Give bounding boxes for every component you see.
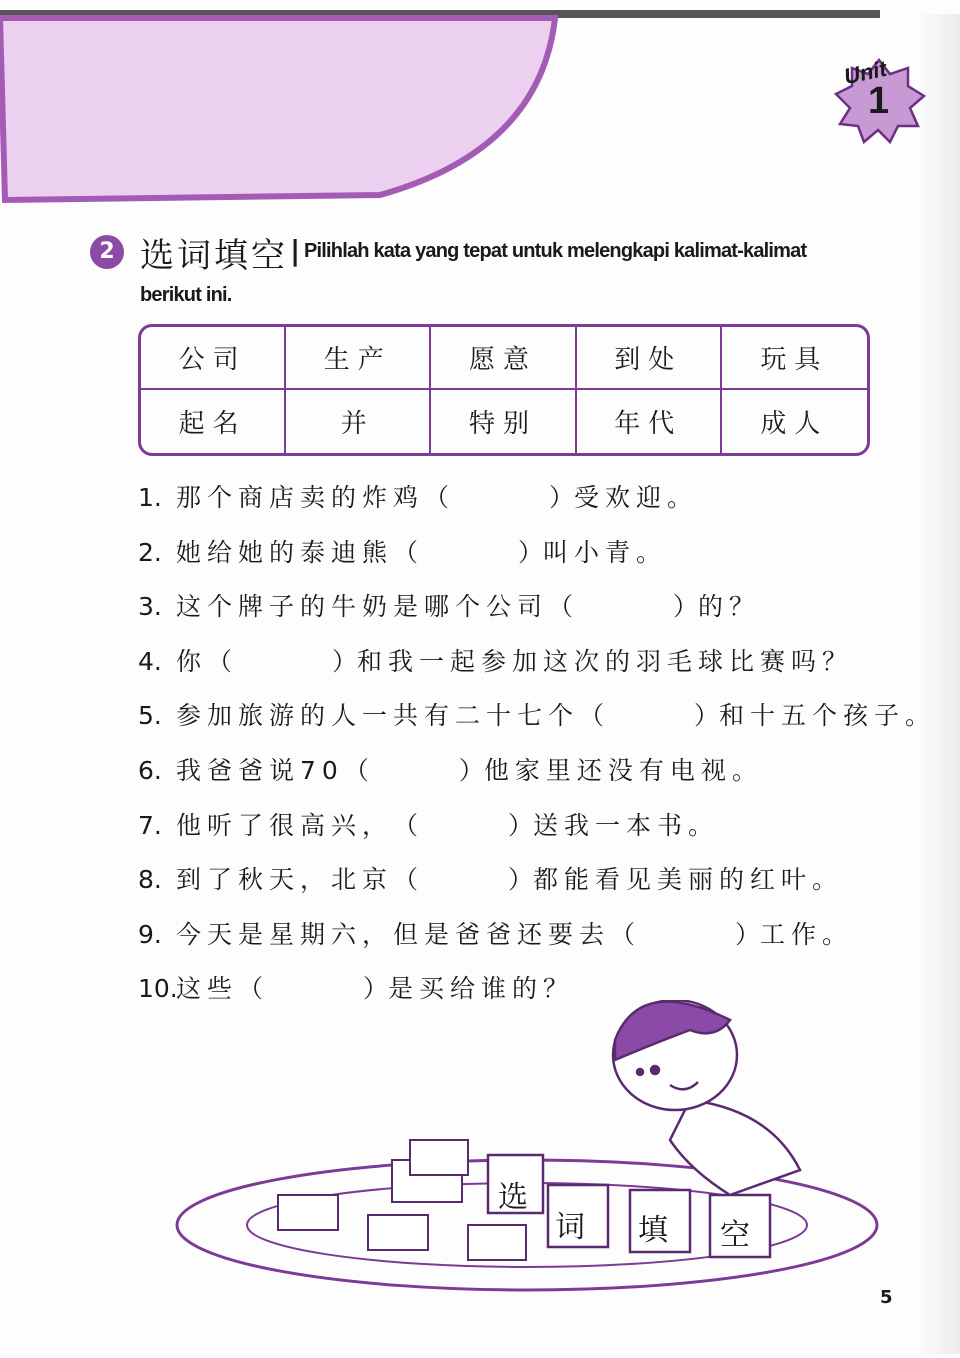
word-bank-item: 愿意 <box>431 327 576 390</box>
question-number: 7. <box>138 810 162 840</box>
question-number: 9. <box>138 919 162 949</box>
blank-close: ） <box>458 756 484 785</box>
blank-close: ） <box>508 810 534 840</box>
blank-open: （ <box>238 974 264 1004</box>
unit-label: Unit <box>841 55 889 90</box>
question-text-before: 她给她的泰迪熊 <box>176 537 394 567</box>
word-bank-item: 年代 <box>577 390 722 453</box>
page-number: 5 <box>880 1287 893 1308</box>
word-bank <box>138 324 870 456</box>
block-label: 填 <box>638 1213 668 1248</box>
blank-open: （ <box>548 592 574 622</box>
blank-open: （ <box>579 701 605 731</box>
blank-close: ） <box>332 646 358 676</box>
blank-open: （ <box>393 537 419 567</box>
blank-open: （ <box>610 919 636 949</box>
question-text-after: 工作。 <box>760 919 854 949</box>
answer-blank[interactable] <box>207 642 357 678</box>
answer-blank[interactable] <box>344 751 484 787</box>
question-text-before: 今天是星期六，但是爸爸还要去 <box>176 919 611 949</box>
question-number: 6. <box>138 756 162 785</box>
question-item <box>138 533 667 569</box>
block-label: 空 <box>720 1218 750 1253</box>
question-item <box>138 642 853 678</box>
blank-open: （ <box>393 810 419 840</box>
blank-close: ） <box>694 701 720 731</box>
unit-badge <box>832 52 927 151</box>
word-bank-item: 到处 <box>577 327 722 390</box>
blank-open: （ <box>343 756 369 785</box>
answer-blank[interactable] <box>424 478 574 514</box>
word-bank-item: 成人 <box>760 409 829 439</box>
question-item <box>138 696 936 732</box>
blank-open: （ <box>424 483 450 512</box>
question-text-before: 这个牌子的牛奶是哪个公司 <box>176 592 549 622</box>
question-item <box>138 860 843 896</box>
question-text-after: 和我一起参加这次的羽毛球比赛吗？ <box>357 646 854 676</box>
question-item <box>138 478 698 514</box>
question-text-after: 他家里还没有电视。 <box>483 756 763 785</box>
word-bank-item: 起名 <box>141 390 286 453</box>
question-item <box>138 806 719 842</box>
question-text-after: 送我一本书。 <box>533 810 720 840</box>
word-bank-item: 并 <box>286 390 431 453</box>
blank-close: ） <box>508 865 534 895</box>
answer-blank[interactable] <box>610 915 760 951</box>
question-number: 2. <box>138 537 162 567</box>
exercise-number: 2 <box>90 235 124 269</box>
word-bank-item: 特别 <box>431 390 576 453</box>
word-bank-item: 公司 <box>141 327 286 390</box>
question-text-after: 是买给谁的？ <box>388 974 575 1004</box>
question-item <box>138 751 763 787</box>
question-number: 1. <box>138 483 162 512</box>
question-number: 3. <box>138 592 162 622</box>
question-text-before: 到了秋天，北京 <box>176 865 394 895</box>
question-number: 4. <box>138 646 162 676</box>
question-item <box>138 587 760 623</box>
question-text-before: 那个商店卖的炸鸡 <box>176 483 425 512</box>
title-separator: | <box>290 234 301 267</box>
blank-close: ） <box>735 919 761 949</box>
question-number: 5. <box>138 701 162 731</box>
question-text-after: 叫小青。 <box>543 537 668 567</box>
answer-blank[interactable] <box>393 806 533 842</box>
block-label: 选 <box>498 1180 528 1215</box>
blank-close: ） <box>363 974 389 1004</box>
question-text-after: 都能看见美丽的红叶。 <box>533 865 844 895</box>
blank-close: ） <box>518 537 544 567</box>
instruction-text: Pilihlah kata yang tepat untuk melengkapi kalimat-kalimat <box>304 240 807 262</box>
blank-close: ） <box>673 592 699 622</box>
question-text-before: 我爸爸说70 <box>176 756 344 785</box>
question-text-after: 的？ <box>698 592 761 622</box>
answer-blank[interactable] <box>393 860 533 896</box>
unit-number: 1 <box>868 80 890 122</box>
header-banner <box>0 0 560 205</box>
question-item <box>138 915 853 951</box>
question-text-before: 参加旅游的人一共有二十七个 <box>176 701 580 731</box>
question-text-before: 他听了很高兴， <box>176 810 394 840</box>
block-label: 词 <box>555 1210 585 1245</box>
boy-with-blocks-illustration <box>170 1000 900 1300</box>
question-text-before: 这些 <box>176 974 239 1004</box>
question-number: 8. <box>138 865 162 895</box>
exercise-title: 选词填空 <box>140 236 288 276</box>
blank-open: （ <box>393 865 419 895</box>
answer-blank[interactable] <box>579 696 719 732</box>
blank-close: ） <box>549 483 575 512</box>
instruction-text-cont: berikut ini. <box>140 284 232 306</box>
question-text-before: 你 <box>176 646 208 676</box>
boy <box>613 1000 800 1195</box>
page-edge-shadow <box>920 14 960 1354</box>
word-bank-item: 玩具 <box>722 327 867 390</box>
question-text-after: 和十五个孩子。 <box>719 701 937 731</box>
word-bank-item: 生产 <box>286 327 431 390</box>
question-text-after: 受欢迎。 <box>574 483 699 512</box>
answer-blank[interactable] <box>548 587 698 623</box>
answer-blank[interactable] <box>393 533 543 569</box>
blank-open: （ <box>207 646 233 676</box>
question-number: 10. <box>138 974 178 1004</box>
